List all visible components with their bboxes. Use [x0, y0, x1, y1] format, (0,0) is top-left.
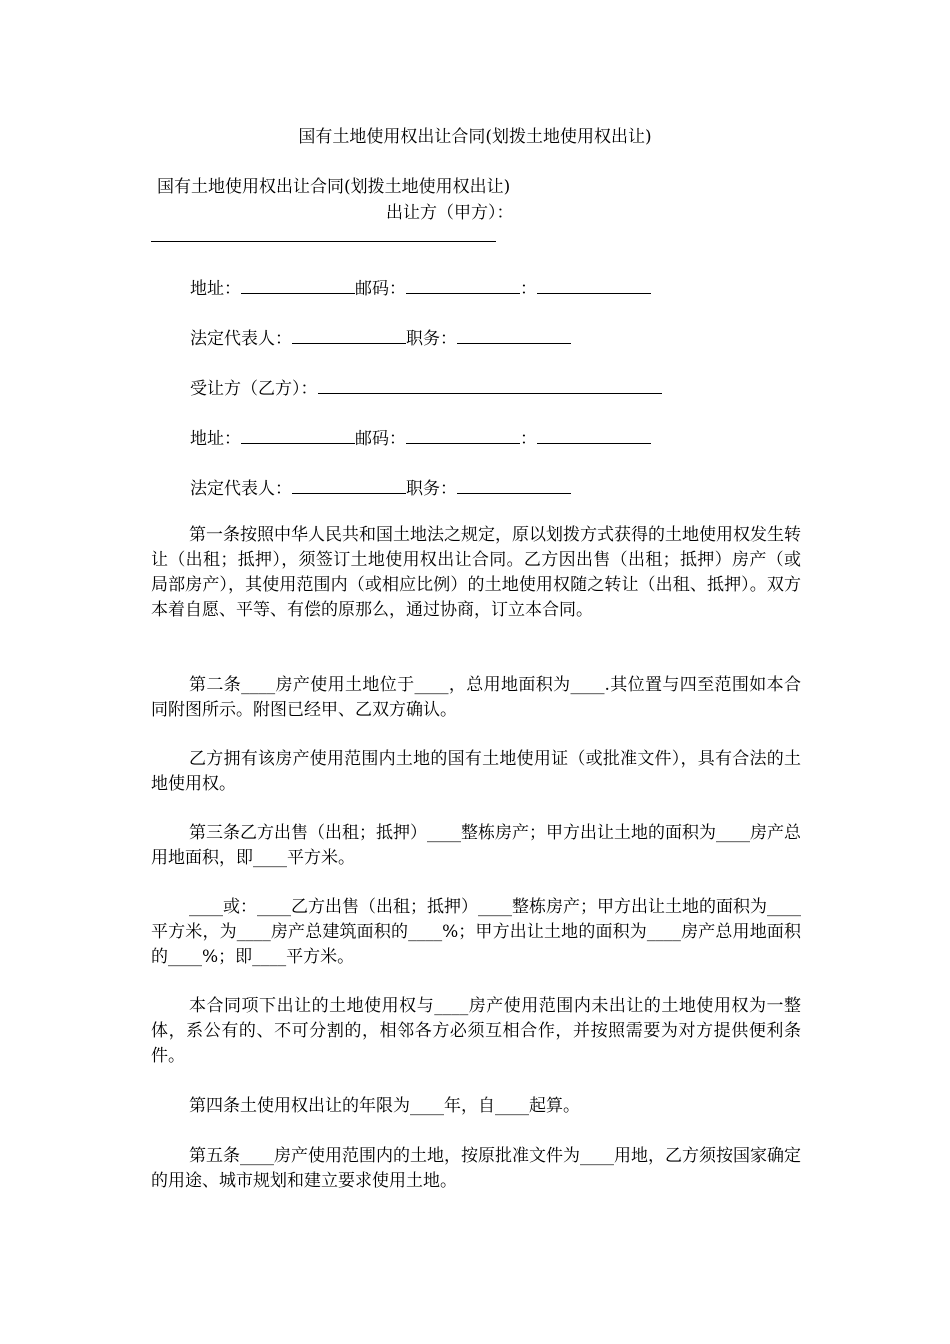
- address-blank: [241, 425, 355, 444]
- document-title: 国有土地使用权出让合同(划拨土地使用权出让): [298, 127, 652, 147]
- article-1-paragraph: 第一条按照中华人民共和国土地法之规定，原以划拨方式获得的土地使用权发生转让（出租；抵押），须签订土地使用权出让合同。乙方因出售（出租；抵押）房产（或局部房产），其使用范围内（或相应比例）的土地使用权随之转让（出租、抵押）。双方本着自愿、平等、有偿的原那么，通过协商，订立本合同。: [151, 525, 801, 620]
- grantor-label: 出让方（甲方）：: [386, 203, 514, 223]
- colon-label: ：: [520, 279, 537, 299]
- party-a-address-row: [190, 275, 651, 301]
- rep-blank: [292, 325, 406, 344]
- document-subtitle: 国有土地使用权出让合同(划拨土地使用权出让): [157, 177, 511, 197]
- article-3-paragraph: 第三条乙方出售（出租；抵押）____整栋房产；甲方出让土地的面积为____房产总用地面积，即____平方米。: [151, 823, 801, 868]
- position-label: 职务：: [406, 479, 457, 499]
- address-label: 地址：: [190, 279, 241, 299]
- rep-blank: [292, 475, 406, 494]
- grantor-name-line: [151, 241, 496, 242]
- article-2-paragraph: 第二条____房产使用土地位于____，总用地面积为____.其位置与四至范围如本合同附图所示。附图已经甲、乙双方确认。: [151, 675, 801, 720]
- grantee-name-blank: [318, 375, 662, 394]
- rep-label: 法定代表人：: [190, 479, 292, 499]
- colon-label: ：: [520, 429, 537, 449]
- position-blank: [457, 475, 571, 494]
- address-blank: [241, 275, 355, 294]
- extra-blank: [537, 425, 651, 444]
- shared-land-paragraph: 本合同项下出让的土地使用权与____房产使用范围内未出让的土地使用权为一整体，系公有的、不可分割的，相邻各方必须互相合作，并按照需要为对方提供便利条件。: [151, 996, 801, 1066]
- position-blank: [457, 325, 571, 344]
- postcode-label: 邮码：: [355, 429, 406, 449]
- postcode-blank: [406, 425, 520, 444]
- extra-blank: [537, 275, 651, 294]
- postcode-blank: [406, 275, 520, 294]
- grantee-label: 受让方（乙方）：: [190, 379, 318, 399]
- land-right-paragraph: 乙方拥有该房产使用范围内土地的国有土地使用证（或批准文件），具有合法的土地使用权。: [151, 749, 801, 794]
- party-b-address-row: [190, 425, 651, 451]
- party-a-rep-row: [190, 325, 571, 351]
- address-label: 地址：: [190, 429, 241, 449]
- article-5-paragraph: 第五条____房产使用范围内的土地，按原批准文件为____用地，乙方须按国家确定的用途、城市规划和建立要求使用土地。: [151, 1146, 801, 1191]
- grantee-row: [190, 375, 662, 401]
- position-label: 职务：: [406, 329, 457, 349]
- article-3-alternative-paragraph: ____或：____乙方出售（出租；抵押）____整栋房产；甲方出让土地的面积为____平方米，为____房产总建筑面积的____%；甲方出让土地的面积为____房产总用地面积的____%；即____平方米。: [151, 897, 801, 967]
- rep-label: 法定代表人：: [190, 329, 292, 349]
- postcode-label: 邮码：: [355, 279, 406, 299]
- article-4-paragraph: 第四条土使用权出让的年限为____年，自____起算。: [189, 1096, 580, 1116]
- party-b-rep-row: [190, 475, 571, 501]
